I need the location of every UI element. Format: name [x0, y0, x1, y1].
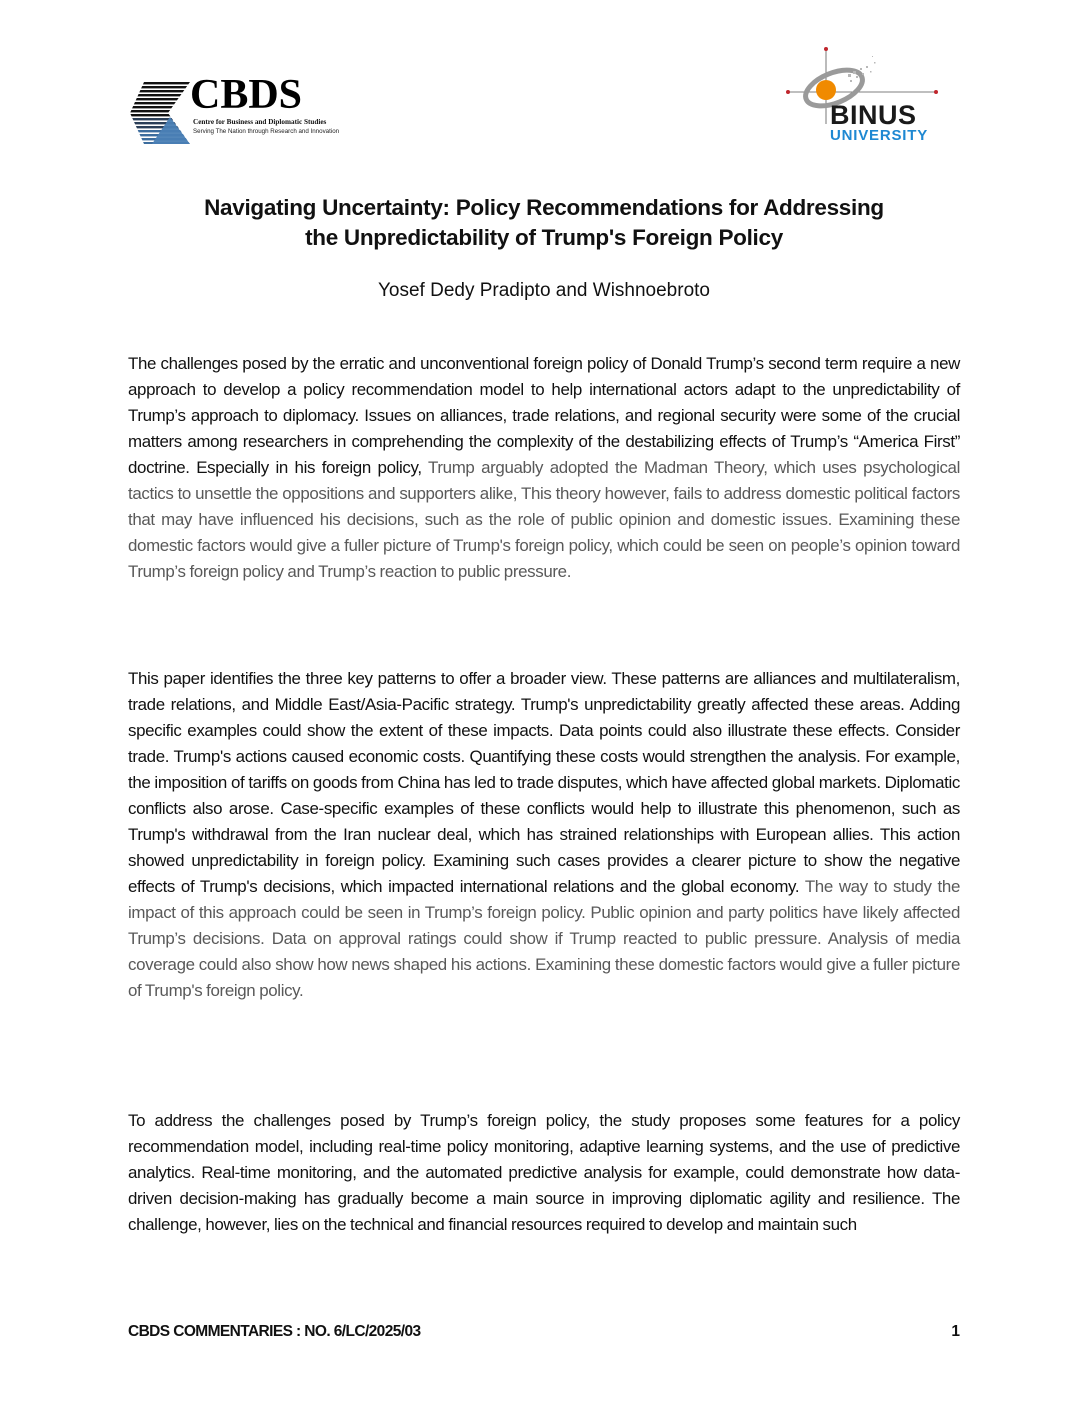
- authors: Yosef Dedy Pradipto and Wishnoebroto: [377, 280, 710, 301]
- logo-stripe: [130, 110, 190, 112]
- paragraph-2: [128, 666, 960, 1004]
- logo-stripe: [130, 98, 190, 100]
- logo-stripe: [130, 118, 190, 120]
- document-title: [100, 193, 988, 253]
- cbds-logo: [130, 72, 340, 150]
- logo-stripe: [130, 126, 190, 128]
- binus-university-logo: [786, 44, 946, 146]
- footer-series-label: CBDS COMMENTARIES : NO. 6/LC/2025/03: [128, 1323, 421, 1340]
- logo-stripe: [130, 86, 190, 88]
- title-line-2: the Unpredictability of Trump's Foreign Policy: [305, 225, 783, 250]
- paragraph-1-highlighted-text: Trump arguably adopted the Madman Theory, which uses psychological tactics to unsettle the oppositions and supporters alike, This theory however, fails to address domestic political factors that may have influenced his decisions, such as the role of public opinion and domestic issues. Examining these domestic factors would give a fuller picture of Trump's foreign policy, which could be seen on people’s opinion toward Trump’s foreign policy and Trump’s reaction to public pressure.: [128, 458, 961, 581]
- cbds-tagline: Serving The Nation through Research and Innovation: [193, 128, 340, 135]
- logo-stripe: [130, 90, 190, 92]
- logo-stripe: [130, 114, 190, 116]
- cbds-subtitle: Centre for Business and Diplomatic Studies: [193, 118, 327, 126]
- binus-wordmark: BINUS: [830, 100, 917, 130]
- paragraph-2-text: This paper identifies the three key patterns to offer a broader view. These patterns are alliances and multilateralism, trade relations, and Middle East/Asia-Pacific strategy. Trump's unpredictability greatly affected these areas. Adding specific examples could show the extent of these impacts. Data points could also illustrate these effects. Consider trade. Trump's actions caused economic costs. Quantifying these costs would strengthen the analysis. For example, the imposition of tariffs on goods from China has led to trade disputes, which have affected global markets. Diplomatic conflicts also arose. Case-specific examples of these conflicts would help to illustrate this phenomenon, such as Trump's withdrawal from the Iran nuclear deal, which has strained relationships with European allies. This action showed unpredictability in foreign policy. Examining such cases provides a clearer picture to show the negative effects of Trump's decisions, which impacted international relations and the global economy.: [128, 669, 960, 896]
- logo-stripe: [130, 102, 190, 104]
- logo-stripe: [130, 82, 190, 84]
- paragraph-3: [128, 1108, 960, 1238]
- title-line-1: Navigating Uncertainty: Policy Recommendations for Addressing: [204, 195, 884, 220]
- cbds-chevron-logo-icon: [130, 82, 190, 144]
- paragraph-1-text: The challenges posed by the erratic and unconventional foreign policy of Donald Trump’s second term require a new approach to develop a policy recommendation model to help international actors adapt to the unpredictability of Trump’s approach to diplomacy. Issues on alliances, trade relations, and regional security were some of the crucial matters among researchers in comprehending the complexity of the destabilizing effects of Trump’s “America First” doctrine. Especially in his foreign policy,: [128, 354, 960, 477]
- binus-university-label: UNIVERSITY: [830, 127, 929, 144]
- paragraph-2-highlighted-text: The way to study the impact of this approach could be seen in Trump’s foreign policy. Public opinion and party politics have likely affected Trump’s decisions. Data on approval ratings could show if Trump reacted to public pressure. Analysis of media coverage could also show how news shaped his actions. Examining these domestic factors would give a fuller picture of Trump's foreign policy.: [128, 877, 960, 1000]
- logo-stripe: [130, 94, 190, 96]
- paragraph-1: [128, 351, 960, 585]
- paragraph-3-text: To address the challenges posed by Trump’s foreign policy, the study proposes some features for a policy recommendation model, including real-time policy monitoring, adaptive learning systems, and the use of predictive analytics. Real-time monitoring, and the automated predictive analysis for example, could demonstrate how data-driven decision-making has gradually become a main source in improving diplomatic agility and resilience. The challenge, however, lies on the technical and financial resources required to develop and maintain such: [128, 1111, 960, 1234]
- logo-stripe: [130, 106, 190, 108]
- cbds-wordmark: CBDS: [190, 72, 303, 118]
- page-number: 1: [951, 1323, 960, 1340]
- logo-stripe: [130, 122, 190, 124]
